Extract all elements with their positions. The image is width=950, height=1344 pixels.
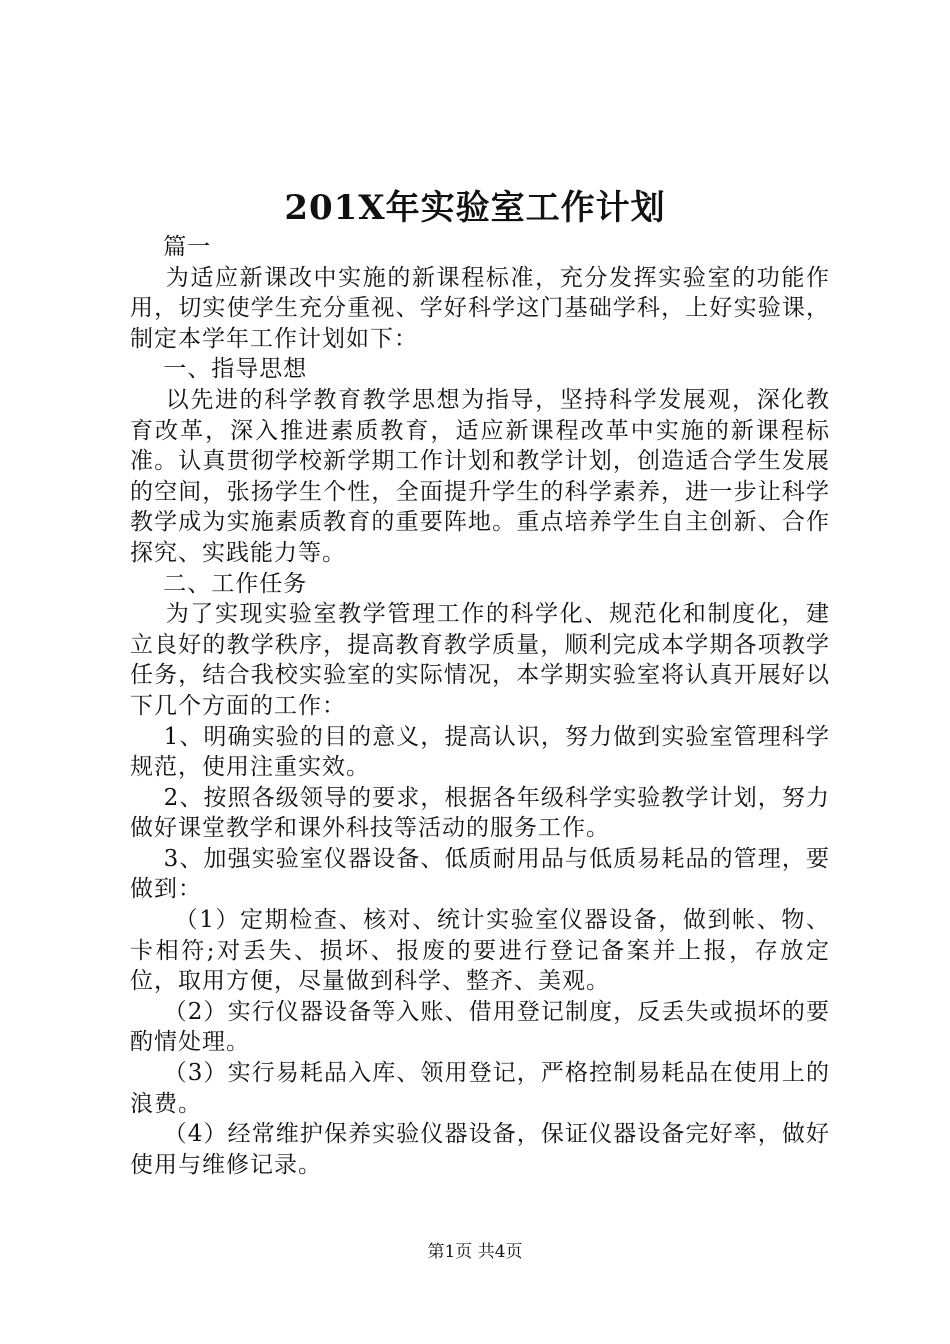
paragraph: （1）定期检查、核对、统计实验室仪器设备，做到帐、物、卡相符;对丢失、损坏、报废的要进行登记备案并上报，存放定位，取用方便，尽量做到科学、整齐、美观。: [130, 907, 830, 995]
paragraph: 为适应新课改中实施的新课程标准，充分发挥实验室的功能作用，切实使学生充分重视、学好科学这门基础学科，上好实验课，制定本学年工作计划如下：: [130, 264, 830, 352]
paragraph: （2）实行仪器设备等入账、借用登记制度，反丢失或损坏的要酌情处理。: [130, 998, 830, 1056]
paragraph: 为了实现实验室教学管理工作的科学化、规范化和制度化，建立良好的教学秩序，提高教育教学质量，顺利完成本学期各项教学任务，结合我校实验室的实际情况，本学期实验室将认真开展好以下几个方面的工作：: [130, 601, 830, 719]
page-footer: 第1页 共4页: [427, 1242, 523, 1262]
document-body: [130, 232, 830, 1180]
paragraph: 以先进的科学教育教学思想为指导，坚持科学发展观，深化教育改革，深入推进素质教育，适应新课程改革中实施的新课程标准。认真贯彻学校新学期工作计划和教学计划，创造适合学生发展的空间，张扬学生个性，全面提升学生的科学素养，进一步让科学教学成为实施素质教育的重要阵地。重点培养学生自主创新、合作探究、实践能力等。: [130, 386, 830, 566]
paragraph: 二、工作任务: [130, 570, 308, 597]
document-title: 201X年实验室工作计划: [284, 188, 666, 228]
paragraph: 1、明确实验的目的意义，提高认识，努力做到实验室管理科学规范，使用注重实效。: [130, 723, 830, 781]
paragraph: 一、指导思想: [130, 356, 308, 383]
paragraph: （3）实行易耗品入库、领用登记，严格控制易耗品在使用上的浪费。: [130, 1060, 830, 1117]
paragraph: 篇一: [130, 234, 212, 260]
paragraph: 3、加强实验室仪器设备、低质耐用品与低质易耗品的管理，要做到：: [130, 845, 830, 903]
paragraph: （4）经常维护保养实验仪器设备，保证仪器设备完好率，做好使用与维修记录。: [130, 1121, 830, 1178]
paragraph: 2、按照各级领导的要求，根据各年级科学实验教学计划，努力做好课堂教学和课外科技等活动的服务工作。: [130, 784, 830, 842]
